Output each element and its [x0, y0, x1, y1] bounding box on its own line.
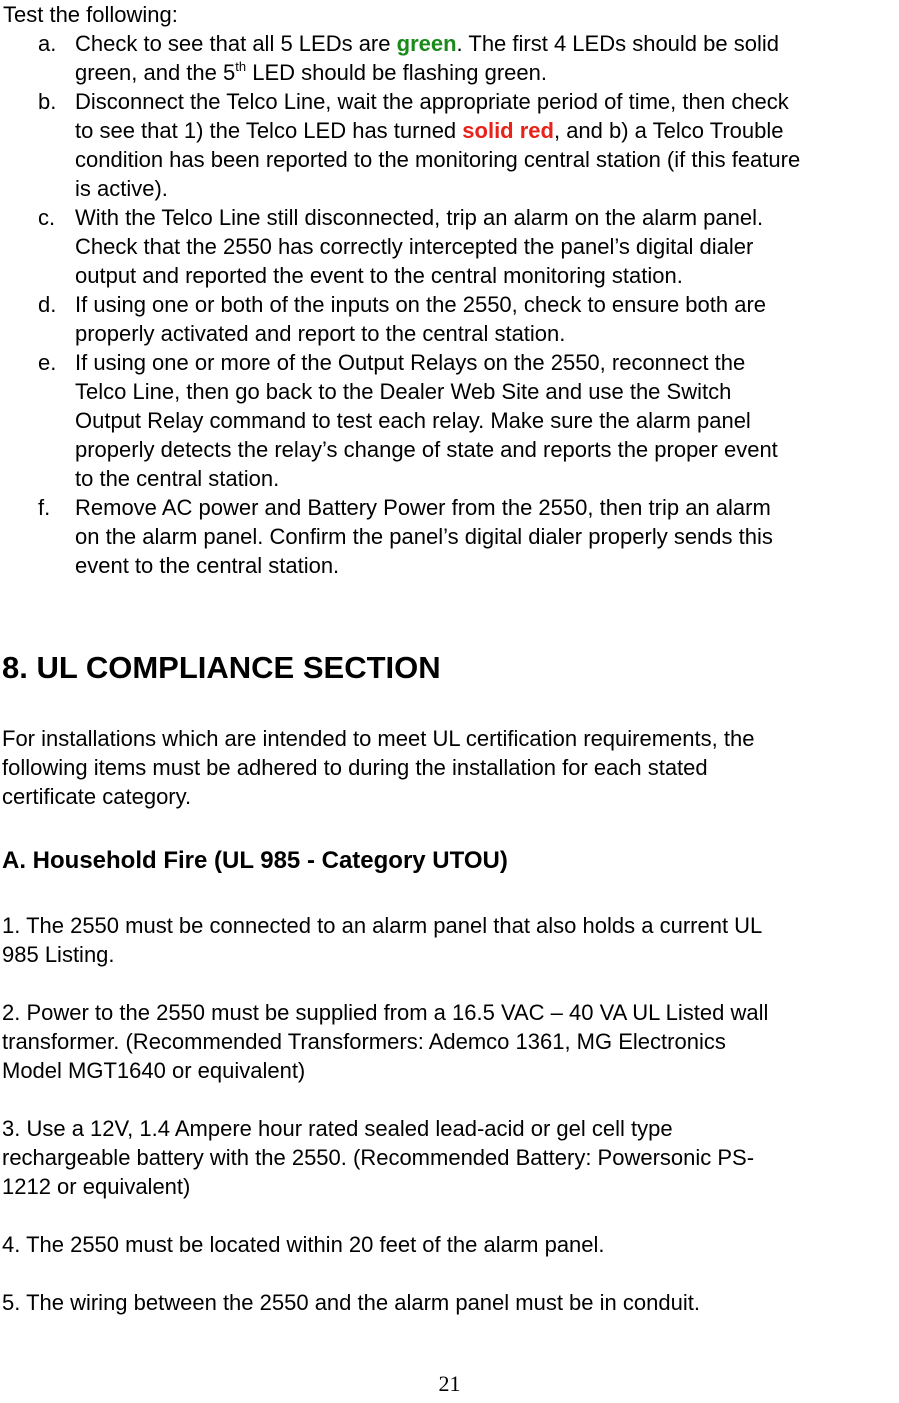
- requirement-5: [2, 1288, 882, 1317]
- step-line: Output Relay command to test each relay. Make sure the alarm panel: [75, 408, 751, 433]
- paragraph-line: For installations which are intended to meet UL certification requirements, the: [2, 726, 755, 751]
- requirement-2: [2, 998, 882, 1085]
- step-line: Telco Line, then go back to the Dealer Web Site and use the Switch: [75, 379, 732, 404]
- paragraph-line: certificate category.: [2, 784, 192, 809]
- requirement-4: [2, 1230, 882, 1259]
- paragraph-line: Model MGT1640 or equivalent): [2, 1058, 306, 1083]
- step-text-run: to see that 1) the Telco LED has turned: [75, 118, 463, 143]
- step-marker: d.: [38, 292, 57, 317]
- green-emphasis: green: [396, 31, 457, 56]
- test-intro: Test the following:: [3, 2, 178, 27]
- step-line: With the Telco Line still disconnected, trip an alarm on the alarm panel.: [75, 205, 764, 230]
- step-marker: e.: [38, 350, 57, 375]
- step-line: properly detects the relay’s change of state and reports the proper event: [75, 437, 778, 462]
- step-line: Disconnect the Telco Line, wait the appropriate period of time, then check: [75, 89, 789, 114]
- step-f: [38, 493, 899, 580]
- paragraph-line: 3. Use a 12V, 1.4 Ampere hour rated sealed lead-acid or gel cell type: [2, 1116, 673, 1141]
- ordinal-superscript: th: [235, 59, 247, 74]
- test-steps-list: [38, 29, 899, 580]
- section-intro-paragraph: [2, 724, 882, 811]
- step-b: [38, 87, 899, 203]
- step-line: properly activated and report to the central station.: [75, 321, 566, 346]
- paragraph-line: 1212 or equivalent): [2, 1174, 191, 1199]
- step-c: [38, 203, 899, 290]
- paragraph-line: transformer. (Recommended Transformers: Ademco 1361, MG Electronics: [2, 1029, 726, 1054]
- subsection-heading: A. Household Fire (UL 985 - Category UTOU): [2, 847, 508, 874]
- step-line: to the central station.: [75, 466, 280, 491]
- step-text-run: , and b) a Telco Trouble: [553, 118, 784, 143]
- step-e: [38, 348, 899, 493]
- paragraph-line: 985 Listing.: [2, 942, 115, 967]
- page-number: 21: [438, 1371, 461, 1396]
- red-emphasis: solid red: [462, 118, 554, 143]
- step-a: [38, 29, 899, 87]
- paragraph-line: 1. The 2550 must be connected to an alarm panel that also holds a current UL: [2, 913, 763, 938]
- step-line: event to the central station.: [75, 553, 340, 578]
- step-line: [75, 58, 899, 87]
- paragraph-line: 4. The 2550 must be located within 20 feet of the alarm panel.: [2, 1232, 605, 1257]
- step-line: [75, 116, 899, 145]
- step-marker: a.: [38, 31, 57, 56]
- step-line: condition has been reported to the monitoring central station (if this feature: [75, 147, 801, 172]
- step-d: [38, 290, 899, 348]
- requirement-3: [2, 1114, 882, 1201]
- step-marker: b.: [38, 89, 57, 114]
- paragraph-line: 5. The wiring between the 2550 and the alarm panel must be in conduit.: [2, 1290, 700, 1315]
- requirement-1: [2, 911, 882, 969]
- paragraph-line: rechargeable battery with the 2550. (Recommended Battery: Powersonic PS-: [2, 1145, 755, 1170]
- step-text-run: . The first 4 LEDs should be solid: [456, 31, 779, 56]
- paragraph-line: 2. Power to the 2550 must be supplied from a 16.5 VAC – 40 VA UL Listed wall: [2, 1000, 769, 1025]
- step-line: Check that the 2550 has correctly intercepted the panel’s digital dialer: [75, 234, 754, 259]
- section-heading: 8. UL COMPLIANCE SECTION: [2, 650, 441, 685]
- step-line: output and reported the event to the central monitoring station.: [75, 263, 683, 288]
- step-line: If using one or both of the inputs on the 2550, check to ensure both are: [75, 292, 767, 317]
- step-line: on the alarm panel. Confirm the panel’s digital dialer properly sends this: [75, 524, 773, 549]
- step-text-run: green, and the 5: [75, 60, 236, 85]
- step-text-run: LED should be flashing green.: [246, 60, 547, 85]
- step-marker: f.: [38, 495, 51, 520]
- step-text-run: Check to see that all 5 LEDs are: [75, 31, 397, 56]
- step-line: [75, 29, 899, 58]
- step-line: Remove AC power and Battery Power from the 2550, then trip an alarm: [75, 495, 771, 520]
- step-marker: c.: [38, 205, 56, 230]
- paragraph-line: following items must be adhered to during the installation for each stated: [2, 755, 708, 780]
- step-line: is active).: [75, 176, 168, 201]
- step-line: If using one or more of the Output Relays on the 2550, reconnect the: [75, 350, 746, 375]
